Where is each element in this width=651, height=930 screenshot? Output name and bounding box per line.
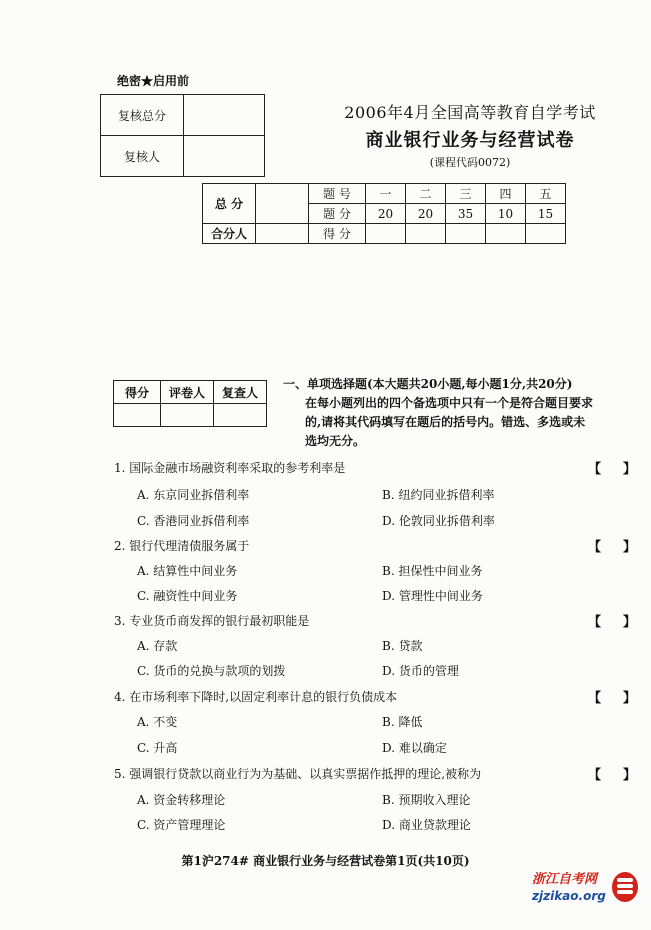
- answer-bracket: [588, 458, 636, 477]
- grader-header: 评卷人: [161, 381, 214, 404]
- obtained-score-3: [446, 224, 486, 244]
- bracket-open: 【: [588, 462, 602, 477]
- bracket-close: 】: [622, 462, 636, 477]
- obtained-score-label: 得 分: [309, 224, 366, 244]
- question-no-4: 四: [486, 184, 526, 204]
- grader-table: [113, 380, 267, 427]
- obtained-score-5: [526, 224, 566, 244]
- option-a: A. 资金转移理论: [137, 793, 226, 807]
- obtained-score-1: [366, 224, 406, 244]
- question-score-3: 35: [446, 204, 486, 224]
- combiner-cell: [256, 224, 309, 244]
- option-c: C. 资产管理理论: [137, 818, 226, 832]
- review-table: [100, 94, 265, 177]
- option-b: B. 担保性中间业务: [382, 564, 483, 578]
- question-stem: 3. 专业货币商发挥的银行最初职能是: [114, 614, 310, 628]
- option-a: A. 存款: [137, 639, 178, 653]
- bracket-open: 【: [588, 691, 602, 706]
- option-a: A. 结算性中间业务: [137, 564, 238, 578]
- score-cell: [114, 404, 161, 427]
- bracket-open: 【: [588, 540, 602, 555]
- question-stem: 2. 银行代理清债服务属于: [114, 539, 250, 553]
- paper-title: 商业银行业务与经营试卷: [365, 130, 575, 151]
- reviewer-cell: [184, 136, 265, 177]
- watermark-name: 浙江自考网: [532, 872, 598, 887]
- option-d: D. 管理性中间业务: [382, 589, 483, 603]
- question-score-5: 15: [526, 204, 566, 224]
- question-stem: 1. 国际金融市场融资利率采取的参考利率是: [114, 461, 346, 475]
- question-score-2: 20: [406, 204, 446, 224]
- total-score-cell: [256, 184, 309, 224]
- course-code: (课程代码0072): [429, 156, 511, 169]
- bracket-open: 【: [588, 615, 602, 630]
- bracket-open: 【: [588, 768, 602, 783]
- question-no-5: 五: [526, 184, 566, 204]
- option-c: C. 香港同业拆借利率: [137, 514, 250, 528]
- fist-logo-icon: [610, 870, 640, 908]
- bracket-close: 】: [622, 540, 636, 555]
- option-c: C. 升高: [137, 741, 178, 755]
- site-watermark[interactable]: [532, 868, 606, 903]
- section-heading: 一、单项选择题(本大题共20小题,每小题1分,共20分): [283, 377, 573, 391]
- question-score-label: 题 分: [309, 204, 366, 224]
- answer-bracket: [588, 764, 636, 783]
- score-header: 得分: [114, 381, 161, 404]
- instruction-line: 在每小题列出的四个备选项中只有一个是符合题目要求: [305, 396, 594, 410]
- answer-bracket: [588, 687, 636, 706]
- obtained-score-4: [486, 224, 526, 244]
- question-no-1: 一: [366, 184, 406, 204]
- score-table: [202, 183, 566, 244]
- checker-header: 复查人: [214, 381, 267, 404]
- option-b: B. 预期收入理论: [382, 793, 471, 807]
- question-stem: 4. 在市场利率下降时,以固定利率计息的银行负债成本: [114, 690, 398, 704]
- option-c: C. 货币的兑换与款项的划拨: [137, 664, 286, 678]
- option-d: D. 货币的管理: [382, 664, 459, 678]
- option-a: A. 不变: [137, 715, 178, 729]
- question-stem: 5. 强调银行贷款以商业行为为基础、以真实票据作抵押的理论,被称为: [114, 767, 482, 781]
- question-score-4: 10: [486, 204, 526, 224]
- answer-bracket: [588, 536, 636, 555]
- option-a: A. 东京同业拆借利率: [137, 488, 250, 502]
- question-score-1: 20: [366, 204, 406, 224]
- option-d: D. 伦敦同业拆借利率: [382, 514, 495, 528]
- combiner-label: 合分人: [203, 224, 256, 244]
- option-b: B. 贷款: [382, 639, 423, 653]
- instruction-line: 的,请将其代码填写在题后的括号内。错选、多选或未: [305, 415, 586, 429]
- question-no-3: 三: [446, 184, 486, 204]
- option-c: C. 融资性中间业务: [137, 589, 238, 603]
- obtained-score-2: [406, 224, 446, 244]
- question-no-2: 二: [406, 184, 446, 204]
- bracket-close: 】: [622, 615, 636, 630]
- page-footer: 第1沪274# 商业银行业务与经营试卷第1页(共10页): [181, 854, 470, 868]
- review-total-cell: [184, 95, 265, 136]
- watermark-url: zjzikao.org: [532, 889, 606, 903]
- reviewer-label: 复核人: [101, 136, 184, 177]
- option-b: B. 降低: [382, 715, 423, 729]
- review-total-label: 复核总分: [101, 95, 184, 136]
- option-d: D. 难以确定: [382, 741, 447, 755]
- bracket-close: 】: [622, 768, 636, 783]
- exam-title: 2006年4月全国高等教育自学考试: [344, 103, 596, 122]
- grader-cell: [161, 404, 214, 427]
- bracket-close: 】: [622, 691, 636, 706]
- option-d: D. 商业贷款理论: [382, 818, 471, 832]
- section-instructions: [283, 375, 635, 451]
- checker-cell: [214, 404, 267, 427]
- question-no-label: 题 号: [309, 184, 366, 204]
- instruction-line: 选均无分。: [305, 434, 366, 448]
- option-b: B. 纽约同业拆借利率: [382, 488, 495, 502]
- answer-bracket: [588, 611, 636, 630]
- confidential-label: 绝密★启用前: [117, 74, 190, 88]
- total-score-label: 总 分: [203, 184, 256, 224]
